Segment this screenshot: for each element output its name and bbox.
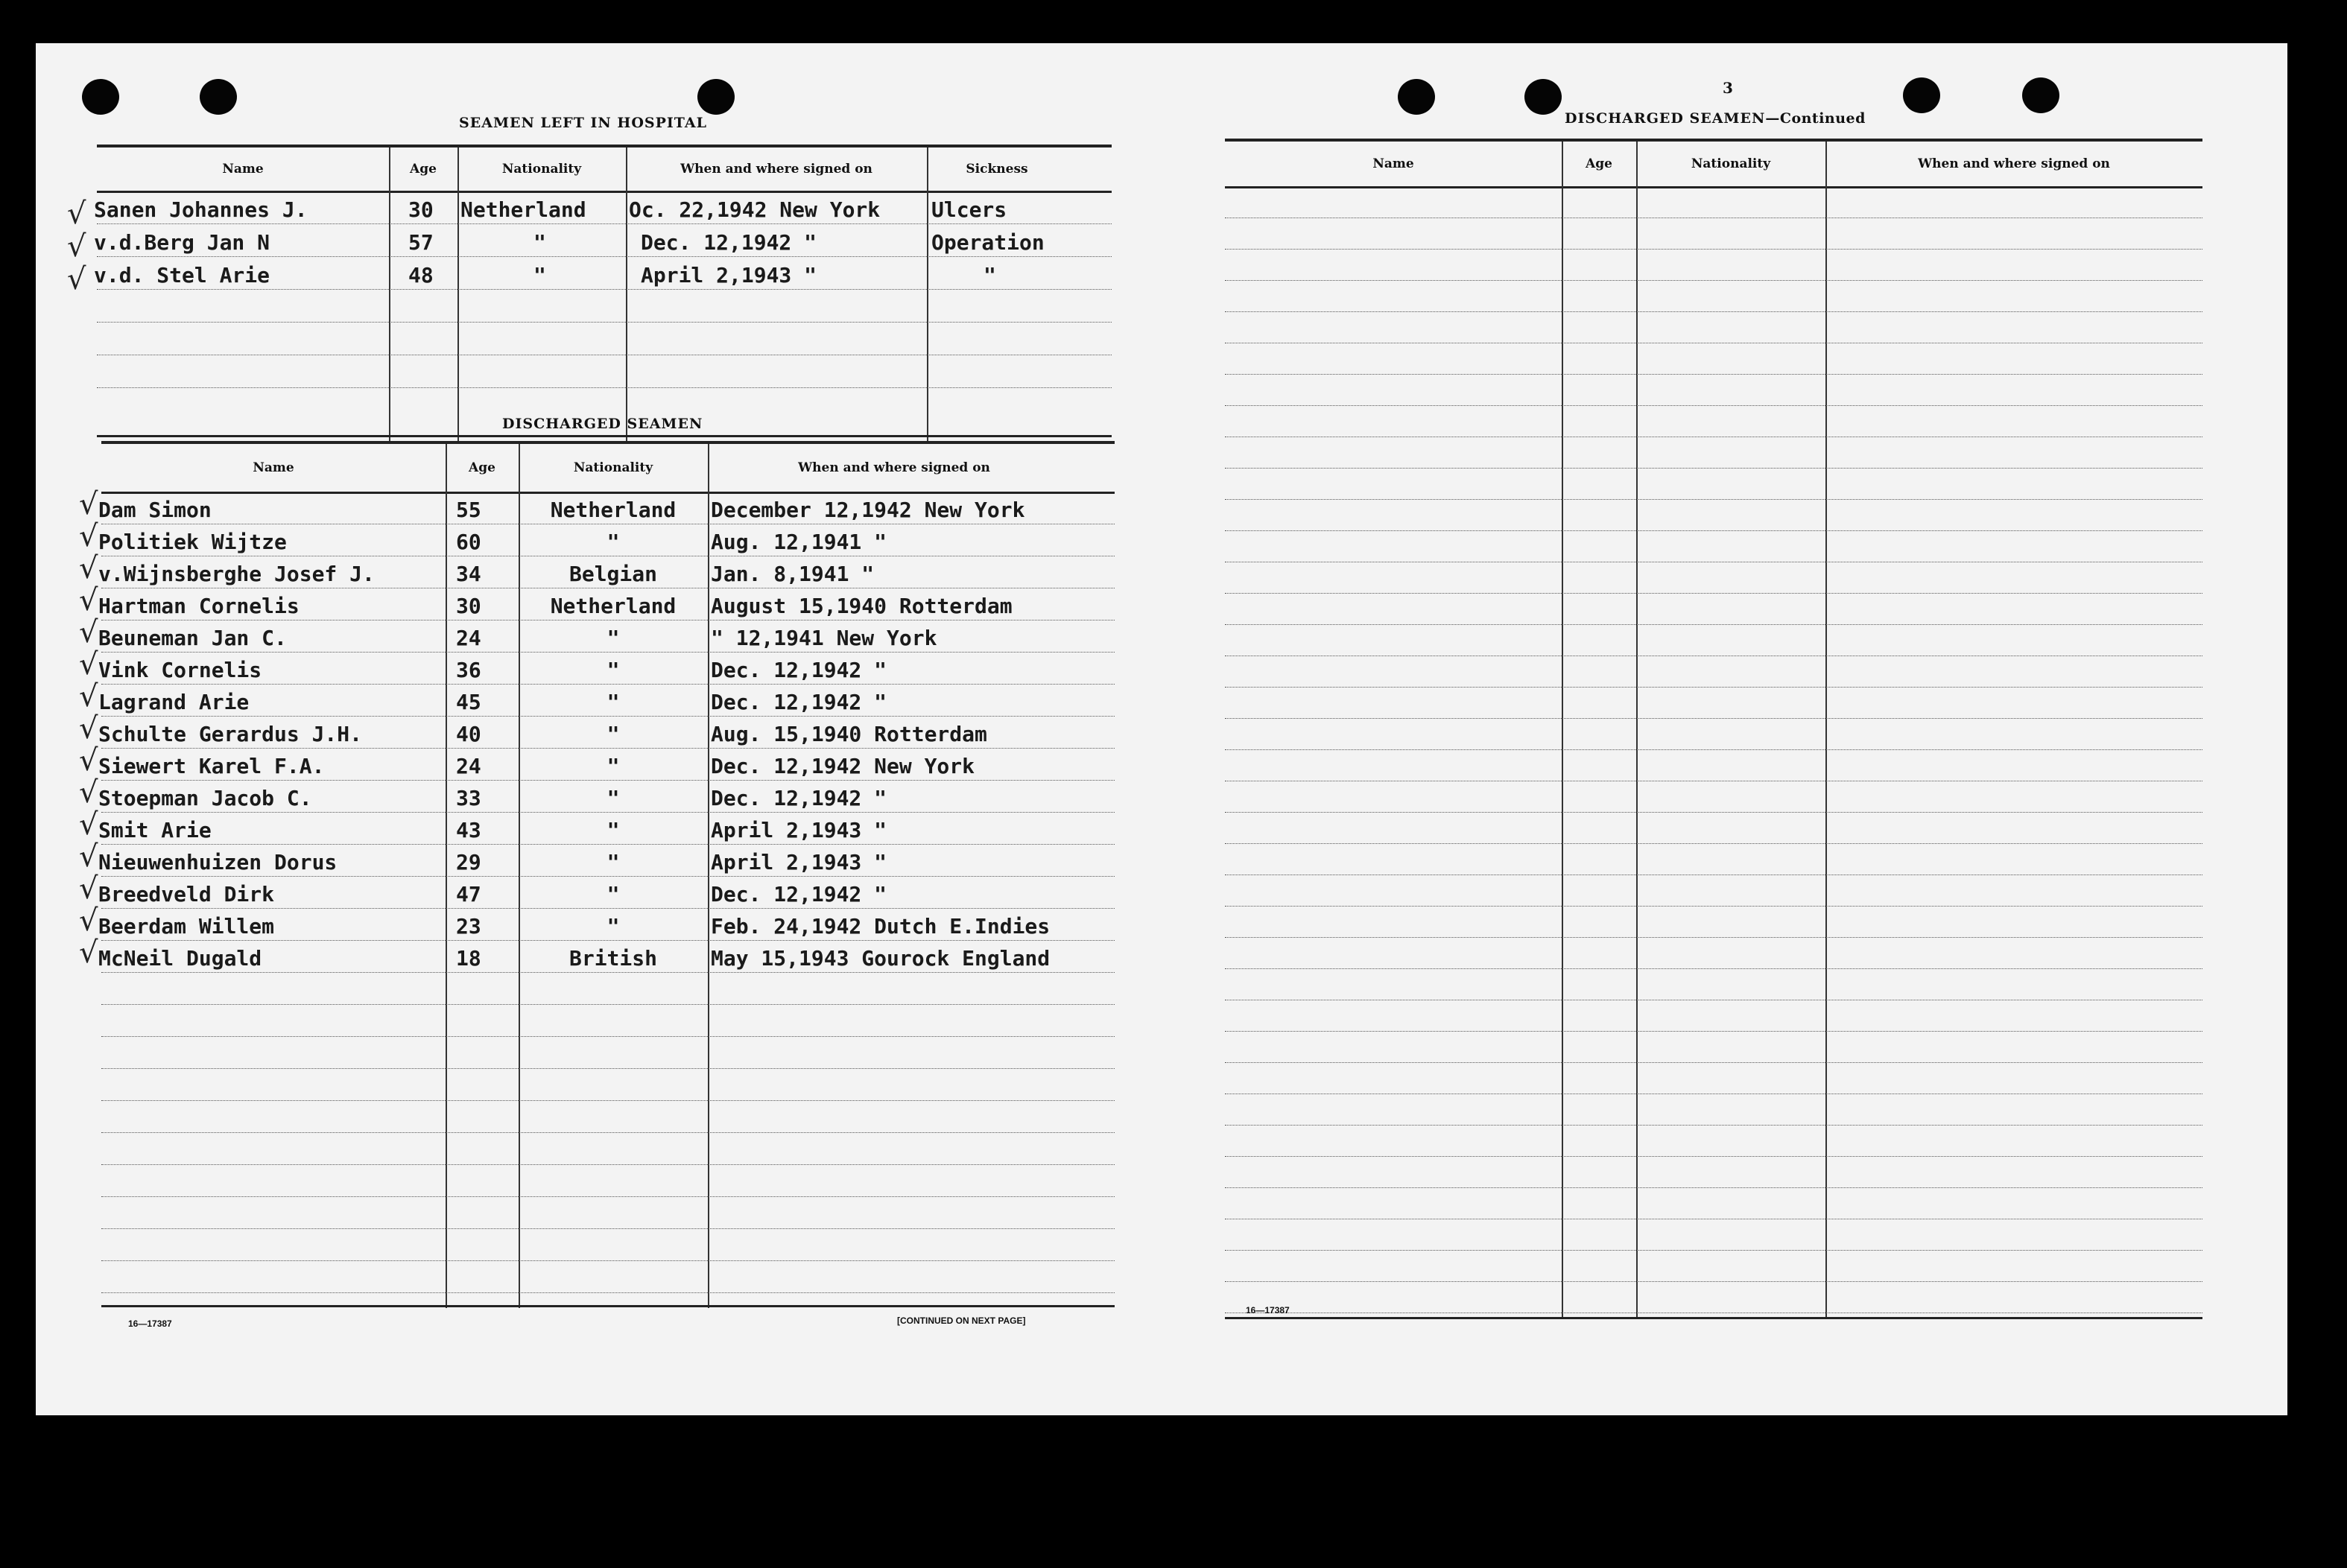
table-row: [79, 551, 1115, 588]
header-age: Age: [410, 162, 437, 177]
seaman-signed-on: April 2,1943 ": [711, 850, 887, 875]
table-row: [79, 711, 1115, 749]
seaman-age: 43: [456, 818, 481, 842]
header-nationality: Nationality: [501, 162, 582, 177]
seaman-signed-on: Dec. 12,1942 ": [711, 882, 887, 907]
seaman-name: Nieuwenhuizen Dorus: [98, 850, 338, 875]
seaman-name: Siewert Karel F.A.: [98, 754, 325, 778]
check-mark: √: [79, 679, 98, 714]
table-row: [1225, 593, 2202, 625]
table-row: [1225, 875, 2202, 907]
form-number-left: 16—17387: [128, 1318, 172, 1329]
table-row: [94, 256, 1112, 290]
seaman-name: Vink Cornelis: [98, 658, 262, 682]
seaman-signed-on: Feb. 24,1942 Dutch E.Indies: [711, 914, 1051, 939]
check-mark: √: [67, 262, 86, 296]
seaman-name: Beerdam Willem: [98, 914, 275, 939]
seaman-nationality: Belgian: [568, 562, 657, 586]
seaman-age: 40: [456, 722, 481, 746]
punch-hole: [1903, 77, 1940, 113]
check-mark: √: [79, 583, 98, 618]
seaman-age: 24: [456, 626, 481, 650]
seaman-name: Stoepman Jacob C.: [98, 786, 312, 810]
document-sheet: [36, 43, 2287, 1415]
check-mark: √: [79, 711, 98, 746]
seaman-signed-on: Aug. 12,1941 ": [711, 530, 887, 554]
table-row: [1225, 530, 2202, 562]
header-signed-on: When and where signed on: [798, 460, 990, 475]
check-mark: √: [79, 872, 98, 906]
seaman-age: 23: [456, 914, 481, 939]
seaman-name: Hartman Cornelis: [98, 594, 300, 618]
table-row: [1225, 1000, 2202, 1032]
table-row: [1225, 906, 2202, 938]
seaman-sickness: ": [984, 263, 996, 288]
check-mark: √: [79, 904, 98, 938]
page-number: 3: [1723, 79, 1733, 97]
check-mark: √: [67, 229, 86, 264]
check-mark: √: [79, 839, 98, 874]
table-row: [1225, 311, 2202, 343]
table-row: [97, 289, 1112, 323]
header-name: Name: [222, 162, 264, 177]
check-mark: √: [79, 487, 98, 521]
continued-note: [CONTINUED ON NEXT PAGE]: [897, 1315, 1026, 1326]
seaman-age: 30: [456, 594, 481, 618]
table-row: [101, 1228, 1115, 1261]
seaman-nationality: Netherland: [550, 498, 677, 522]
title-main: DISCHARGED SEAMEN: [1565, 110, 1766, 127]
check-mark: √: [67, 197, 86, 231]
table-row: [79, 904, 1115, 941]
check-mark: √: [79, 551, 98, 585]
table-row: [1225, 1219, 2202, 1251]
table-row: [79, 807, 1115, 845]
table-row: [1225, 1031, 2202, 1063]
seaman-name: Smit Arie: [98, 818, 212, 842]
form-number-right: 16—17387: [1246, 1305, 1290, 1315]
seaman-age: 24: [456, 754, 481, 778]
header-sickness: Sickness: [966, 162, 1028, 177]
seaman-name: Breedveld Dirk: [98, 882, 275, 907]
seaman-nationality: ": [606, 754, 620, 778]
check-mark: √: [79, 775, 98, 810]
table-row: [79, 615, 1115, 653]
header-name: Name: [253, 460, 294, 475]
table-row: [79, 743, 1115, 781]
seaman-nationality: ": [606, 818, 620, 842]
seaman-signed-on: " 12,1941 New York: [711, 626, 937, 650]
table-row: [79, 679, 1115, 717]
table-row: [101, 1100, 1115, 1133]
table-row: [1225, 687, 2202, 719]
seaman-age: 57: [408, 230, 434, 255]
seaman-age: 33: [456, 786, 481, 810]
seaman-signed-on: Dec. 12,1942 ": [641, 230, 817, 255]
seaman-signed-on: Dec. 12,1942 ": [711, 690, 887, 714]
seaman-signed-on: April 2,1943 ": [711, 818, 887, 842]
table-row: [1225, 1281, 2202, 1313]
table-row: [101, 972, 1115, 1005]
seaman-age: 45: [456, 690, 481, 714]
table-row: [101, 1068, 1115, 1101]
table-row: [1225, 656, 2202, 688]
discharged-title: DISCHARGED SEAMEN: [502, 416, 703, 432]
seaman-sickness: Ulcers: [931, 197, 1007, 222]
table-header: [1225, 142, 2202, 188]
header-nationality: Nationality: [573, 460, 653, 475]
seaman-nationality: ": [606, 658, 620, 682]
seaman-signed-on: Aug. 15,1940 Rotterdam: [711, 722, 987, 746]
table-bottom-rule: [101, 1305, 1115, 1307]
table-row: [1225, 280, 2202, 312]
punch-hole: [1398, 79, 1435, 115]
seaman-name: Schulte Gerardus J.H.: [98, 722, 363, 746]
table-row: [1225, 1187, 2202, 1219]
table-row: [101, 1004, 1115, 1037]
punch-hole: [1524, 79, 1562, 115]
table-row: [1225, 781, 2202, 813]
hospital-title: SEAMEN LEFT IN HOSPITAL: [459, 115, 707, 131]
table-row: [101, 1132, 1115, 1165]
table-row: [1225, 562, 2202, 594]
seaman-nationality: ": [606, 626, 620, 650]
table-row: [1225, 968, 2202, 1000]
table-row: [79, 775, 1115, 813]
table-row: [1225, 1062, 2202, 1094]
header-name: Name: [1372, 156, 1414, 171]
seaman-age: 55: [456, 498, 481, 522]
hospital-table: [94, 145, 1112, 441]
seaman-signed-on: December 12,1942 New York: [711, 498, 1025, 522]
check-mark: √: [79, 743, 98, 778]
table-row: [79, 872, 1115, 909]
seaman-name: McNeil Dugald: [98, 946, 262, 971]
table-row: [1225, 937, 2202, 969]
table-row: [1225, 1094, 2202, 1126]
punch-hole: [697, 79, 735, 115]
discharged-continued-title: [1565, 110, 1866, 127]
check-mark: √: [79, 615, 98, 650]
table-row: [79, 487, 1115, 524]
punch-hole: [82, 79, 119, 115]
table-row: [97, 355, 1112, 388]
table-row: [101, 1164, 1115, 1197]
table-row: [101, 1036, 1115, 1069]
seaman-nationality: ": [606, 690, 620, 714]
punch-hole: [200, 79, 237, 115]
table-row: [1225, 437, 2202, 469]
table-row: [1225, 718, 2202, 750]
seaman-nationality: ": [606, 914, 620, 939]
seaman-name: v.Wijnsberghe Josef J.: [98, 562, 375, 586]
check-mark: √: [79, 647, 98, 682]
seaman-name: Lagrand Arie: [98, 690, 250, 714]
discharged-table: [79, 441, 1115, 1315]
punch-hole: [2022, 77, 2059, 113]
seaman-signed-on: May 15,1943 Gourock England: [711, 946, 1051, 971]
seaman-nationality: ": [533, 230, 546, 255]
seaman-age: 60: [456, 530, 481, 554]
table-bottom-rule: [1225, 1317, 2202, 1319]
seaman-signed-on: Dec. 12,1942 New York: [711, 754, 975, 778]
seaman-nationality: ": [606, 722, 620, 746]
table-row: [101, 1260, 1115, 1293]
table-row: [79, 519, 1115, 556]
seaman-name: Dam Simon: [98, 498, 212, 522]
table-row: [1225, 249, 2202, 281]
seaman-nationality: ": [533, 263, 546, 288]
seaman-age: 30: [408, 197, 434, 222]
seaman-name: Politiek Wijtze: [98, 530, 287, 554]
table-row: [101, 1196, 1115, 1229]
check-mark: √: [79, 807, 98, 842]
table-header: [97, 147, 1112, 193]
table-header: [101, 444, 1115, 494]
seaman-nationality: ": [606, 850, 620, 875]
table-row: [1225, 499, 2202, 531]
header-signed-on: When and where signed on: [1918, 156, 2110, 171]
table-row: [1225, 218, 2202, 250]
seaman-signed-on: August 15,1940 Rotterdam: [711, 594, 1013, 618]
header-age: Age: [469, 460, 495, 475]
check-mark: √: [79, 936, 98, 970]
title-continued: —Continued: [1765, 110, 1866, 127]
table-row: [79, 647, 1115, 685]
seaman-nationality: ": [606, 882, 620, 907]
table-row: [94, 191, 1112, 224]
seaman-age: 36: [456, 658, 481, 682]
seaman-name: Beuneman Jan C.: [98, 626, 287, 650]
table-row: [1225, 374, 2202, 406]
header-nationality: Nationality: [1691, 156, 1771, 171]
seaman-name: v.d. Stel Arie: [94, 263, 270, 288]
table-row: [79, 583, 1115, 620]
seaman-age: 29: [456, 850, 481, 875]
seaman-nationality: ": [606, 786, 620, 810]
table-row: [1225, 1125, 2202, 1157]
table-row: [97, 322, 1112, 355]
table-row: [1225, 749, 2202, 781]
check-mark: √: [79, 519, 98, 553]
table-row: [1225, 468, 2202, 500]
seaman-sickness: Operation: [931, 230, 1045, 255]
table-row: [1225, 186, 2202, 218]
table-bottom-rule: [97, 435, 1112, 437]
discharged-continued-table: [1225, 139, 2202, 1326]
table-row: [1225, 624, 2202, 656]
header-age: Age: [1586, 156, 1612, 171]
seaman-nationality: Netherland: [550, 594, 677, 618]
seaman-age: 34: [456, 562, 481, 586]
seaman-nationality: British: [568, 946, 657, 971]
seaman-signed-on: Oc. 22,1942 New York: [629, 197, 881, 222]
table-row: [1225, 1250, 2202, 1282]
table-row: [1225, 405, 2202, 437]
table-row: [79, 936, 1115, 973]
header-signed-on: When and where signed on: [680, 162, 872, 177]
seaman-age: 48: [408, 263, 434, 288]
table-row: [1225, 1156, 2202, 1188]
seaman-signed-on: April 2,1943 ": [641, 263, 817, 288]
seaman-nationality: Netherland: [460, 197, 586, 222]
table-row: [1225, 843, 2202, 875]
seaman-name: v.d.Berg Jan N: [94, 230, 270, 255]
seaman-age: 47: [456, 882, 481, 907]
table-row: [94, 223, 1112, 257]
seaman-signed-on: Dec. 12,1942 ": [711, 658, 887, 682]
table-row: [1225, 812, 2202, 844]
table-row: [1225, 343, 2202, 375]
seaman-signed-on: Dec. 12,1942 ": [711, 786, 887, 810]
seaman-age: 18: [456, 946, 481, 971]
seaman-nationality: ": [606, 530, 620, 554]
seaman-name: Sanen Johannes J.: [94, 197, 308, 222]
table-row: [79, 839, 1115, 877]
seaman-signed-on: Jan. 8,1941 ": [711, 562, 875, 586]
